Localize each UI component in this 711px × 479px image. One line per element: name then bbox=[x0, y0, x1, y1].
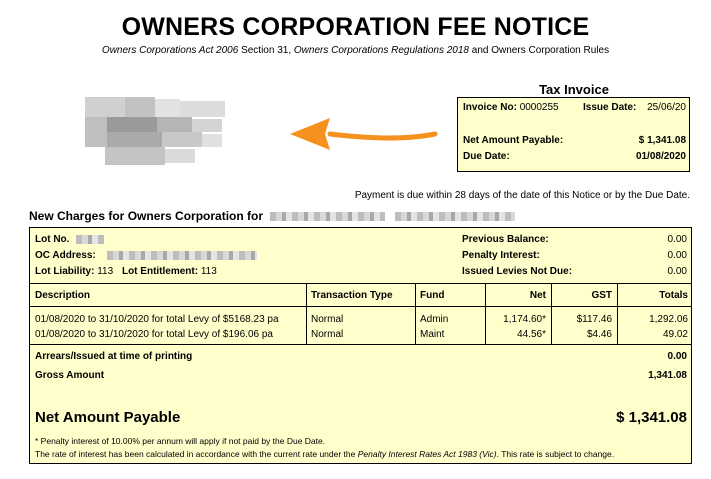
lot-no-row bbox=[35, 234, 104, 245]
invoice-number-row bbox=[463, 102, 686, 113]
footnote-act-name: Penalty Interest Rates Act 1983 (Vic) bbox=[357, 449, 497, 459]
invoice-no-label: Invoice No: bbox=[463, 102, 517, 113]
subtitle-section: Section 31, bbox=[238, 45, 294, 56]
due-date-label: Due Date: bbox=[463, 151, 510, 162]
header-net: Net bbox=[529, 290, 546, 301]
notice-title: OWNERS CORPORATION FEE NOTICE bbox=[121, 13, 590, 41]
row2-net: 44.56* bbox=[517, 329, 546, 340]
lot-entitlement-label: Lot Entitlement: bbox=[121, 266, 199, 277]
oc-address-row bbox=[35, 250, 257, 261]
row2-total: 49.02 bbox=[662, 329, 688, 340]
header-description: Description bbox=[35, 290, 91, 301]
issued-levies-value: 0.00 bbox=[667, 266, 687, 277]
charges-panel bbox=[29, 227, 692, 464]
net-payable-value: $ 1,341.08 bbox=[616, 409, 687, 426]
subtitle-act: Owners Corporations Act 2006 bbox=[101, 45, 239, 56]
oc-address-label: OC Address: bbox=[35, 250, 96, 261]
new-charges-label: New Charges for Owners Corporation for bbox=[29, 209, 264, 223]
lot-liability-row bbox=[35, 266, 217, 277]
header-totals: Totals bbox=[659, 290, 688, 301]
row2-description: 01/08/2020 to 31/10/2020 for total Levy of $196.06 pa bbox=[35, 329, 273, 340]
previous-balance-label: Previous Balance: bbox=[462, 234, 549, 245]
due-date-value: 01/08/2020 bbox=[635, 151, 686, 162]
net-amount-value: $ 1,341.08 bbox=[638, 135, 686, 146]
tax-invoice-box bbox=[457, 97, 690, 172]
table-top-border bbox=[30, 283, 691, 284]
issue-date-value: 25/06/20 bbox=[647, 102, 686, 113]
arrears-label: Arrears/Issued at time of printing bbox=[35, 351, 193, 362]
lot-no-label: Lot No. bbox=[35, 234, 70, 245]
net-payable-label: Net Amount Payable bbox=[35, 409, 181, 426]
subtitle-regulations: Owners Corporations Regulations 2018 bbox=[293, 45, 469, 56]
previous-balance-value: 0.00 bbox=[667, 234, 687, 245]
header-fund: Fund bbox=[420, 290, 445, 301]
table-header-border bbox=[30, 306, 691, 307]
lot-entitlement-value: 113 bbox=[200, 266, 217, 277]
payment-note: Payment is due within 28 days of the date of this Notice or by the Due Date. bbox=[354, 190, 690, 201]
redacted-lot-no bbox=[76, 235, 104, 244]
table-bottom-border bbox=[30, 344, 691, 345]
footnote-penalty: * Penalty interest of 10.00% per annum will apply if not paid by the Due Date. bbox=[35, 436, 326, 446]
row2-transaction-type: Normal bbox=[311, 329, 344, 340]
due-date-row bbox=[463, 151, 686, 162]
penalty-interest-value: 0.00 bbox=[667, 250, 687, 261]
row1-description: 01/08/2020 to 31/10/2020 for total Levy of $5168.23 pa bbox=[35, 314, 279, 325]
row2-gst: $4.46 bbox=[586, 329, 612, 340]
redacted-oc-name bbox=[270, 212, 385, 221]
row1-net: 1,174.60* bbox=[503, 314, 546, 325]
row1-transaction-type: Normal bbox=[311, 314, 344, 325]
gross-amount-label: Gross Amount bbox=[35, 370, 105, 381]
col-divider bbox=[415, 283, 416, 344]
net-amount-row bbox=[463, 135, 686, 146]
lot-liability-label: Lot Liability: bbox=[35, 266, 95, 277]
row1-total: 1,292.06 bbox=[649, 314, 688, 325]
header-transaction-type: Transaction Type bbox=[311, 290, 393, 301]
net-amount-label: Net Amount Payable: bbox=[463, 135, 564, 146]
col-divider bbox=[306, 283, 307, 344]
arrears-value: 0.00 bbox=[667, 351, 687, 362]
penalty-interest-label: Penalty Interest: bbox=[462, 250, 540, 261]
invoice-no-value: 0000255 bbox=[519, 102, 559, 113]
new-charges-heading bbox=[29, 209, 515, 223]
gross-amount-value: 1,341.08 bbox=[648, 370, 687, 381]
subtitle-rules: and Owners Corporation Rules bbox=[469, 45, 610, 56]
footnote-interest-text: The rate of interest has been calculated in accordance with the current rate under the bbox=[35, 449, 358, 459]
row1-fund: Admin bbox=[420, 314, 449, 325]
tax-invoice-title: Tax Invoice bbox=[539, 82, 609, 97]
row1-gst: $117.46 bbox=[576, 314, 612, 325]
header-gst: GST bbox=[591, 290, 612, 301]
redacted-oc-name-2 bbox=[395, 212, 515, 221]
redacted-oc-address bbox=[107, 251, 257, 260]
lot-liability-value: 113 bbox=[97, 266, 114, 277]
footnote-interest-rate bbox=[35, 449, 614, 459]
issued-levies-label: Issued Levies Not Due: bbox=[462, 266, 573, 277]
issue-date-label: Issue Date: bbox=[583, 102, 637, 113]
redacted-address-block bbox=[85, 97, 225, 167]
notice-subtitle bbox=[0, 45, 711, 56]
arrow-left-icon bbox=[285, 112, 445, 157]
row2-fund: Maint bbox=[420, 329, 445, 340]
footnote-interest-tail: . This rate is subject to change. bbox=[496, 449, 615, 459]
